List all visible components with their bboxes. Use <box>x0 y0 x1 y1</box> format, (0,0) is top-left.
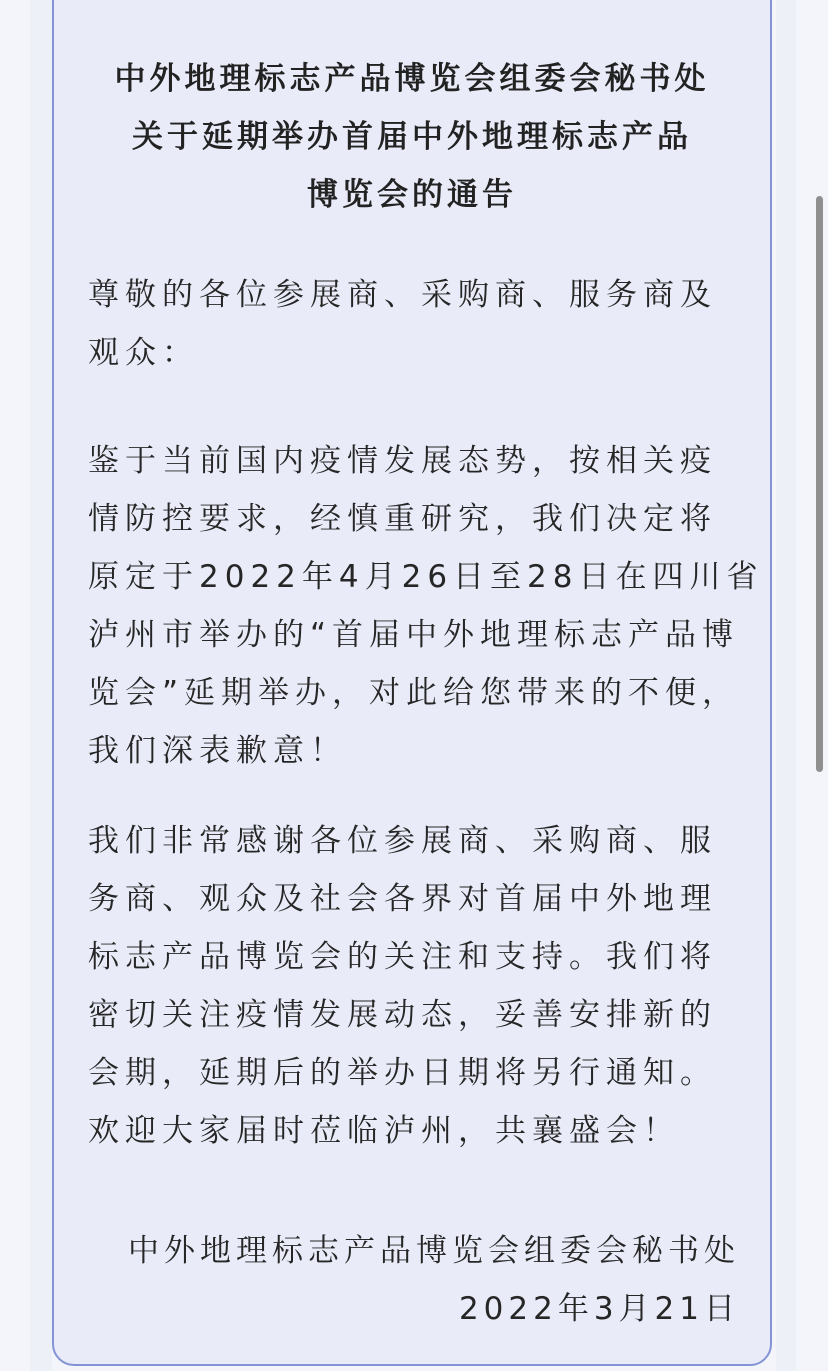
paragraph-line: 密切关注疫情发展动态，妥善安排新的 <box>88 997 717 1033</box>
notice-date: 2022年3月21日 <box>458 1291 740 1327</box>
paragraph-line: 原定于2022年4月26日至28日在四川省 <box>88 559 764 595</box>
notice-title <box>52 50 772 224</box>
title-line: 博览会的通告 <box>307 177 517 213</box>
paragraph-line: 览会”延期举办，对此给您带来的不便， <box>88 675 740 711</box>
paragraph-line: 务商、观众及社会各界对首届中外地理 <box>88 881 717 917</box>
paragraph-thanks <box>88 812 748 1160</box>
paragraph-line: 会期，延期后的举办日期将另行通知。 <box>88 1055 717 1091</box>
salutation <box>88 266 748 382</box>
salutation-line: 观众： <box>88 335 199 371</box>
paragraph-line: 情防控要求，经慎重研究，我们决定将 <box>88 501 717 537</box>
paragraph-line: 我们非常感谢各位参展商、采购商、服 <box>88 823 717 859</box>
right-margin-strip <box>776 0 796 1371</box>
title-line: 关于延期举办首届中外地理标志产品 <box>132 119 692 155</box>
signature-block <box>88 1222 740 1338</box>
paragraph-line: 我们深表歉意！ <box>88 733 347 769</box>
paragraph-line: 鉴于当前国内疫情发展态势，按相关疫 <box>88 443 717 479</box>
signature: 中外地理标志产品博览会组委会秘书处 <box>128 1233 740 1269</box>
left-margin-strip <box>30 0 52 1371</box>
paragraph-line: 标志产品博览会的关注和支持。我们将 <box>88 939 717 975</box>
salutation-line: 尊敬的各位参展商、采购商、服务商及 <box>88 277 717 313</box>
scrollbar[interactable] <box>816 196 823 772</box>
paragraph-postponement <box>88 432 764 780</box>
paragraph-line: 泸州市举办的“首届中外地理标志产品博 <box>88 617 740 653</box>
paragraph-line: 欢迎大家届时莅临泸州，共襄盛会！ <box>88 1113 680 1149</box>
title-line: 中外地理标志产品博览会组委会秘书处 <box>114 61 710 97</box>
